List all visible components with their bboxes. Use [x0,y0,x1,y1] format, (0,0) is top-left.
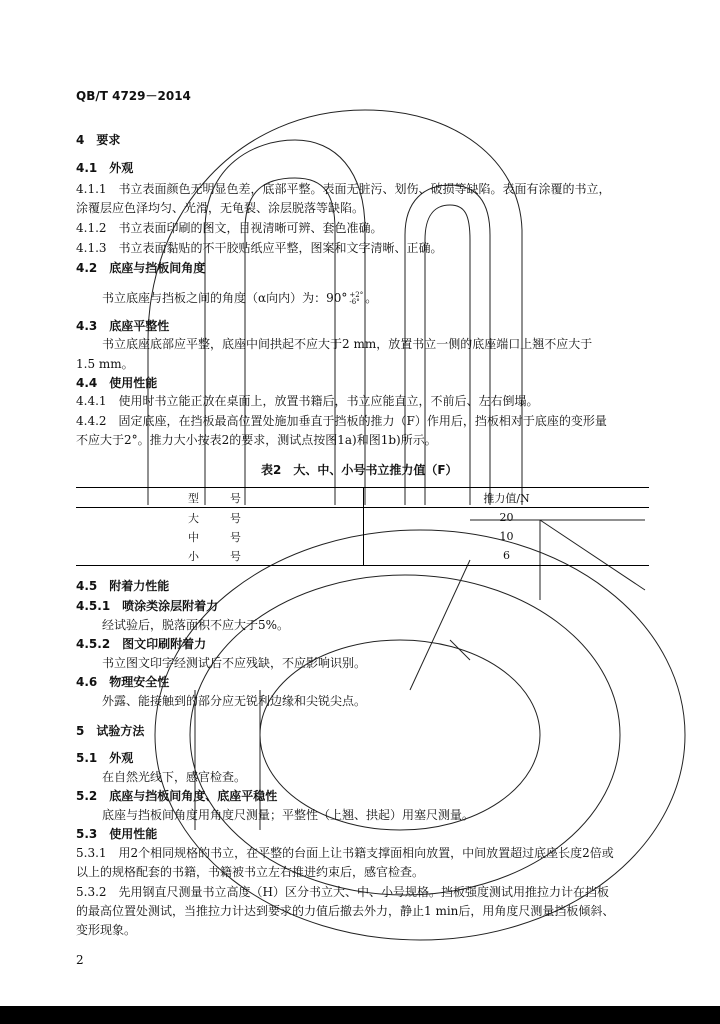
table-row [76,508,649,528]
angle-text: 书立底座与挡板之间的角度（α向内）为：90° [102,291,348,305]
cell-type: 大 号 [76,508,364,528]
para-4-5-1: 经试验后，脱落面积不应大于5%。 [102,618,290,632]
para-4-2 [102,290,377,306]
para-4-4-2-line1: 4.4.2 固定底座，在挡板最高位置处施加垂直于挡板的推力（F）作用后，挡板相对于底座的变形量 [76,414,607,428]
para-5-1: 在自然光线下，感官检查。 [102,770,247,784]
section-5-heading: 5 试验方法 [76,724,145,738]
section-4-heading: 4 要求 [76,133,121,147]
tolerance-upper: +2° [349,290,364,299]
section-4-5-heading: 4.5 附着力性能 [76,579,170,593]
section-4-1-heading: 4.1 外观 [76,161,134,175]
para-5-3-1-line2: 以上的规格配套的书籍，书籍被书立左右推进约束后，感官检查。 [76,865,425,879]
para-5-3-2-line2: 的最高位置处测试，当推拉力计达到要求的力值后撤去外力，静止1 min后，用角度尺测量挡板倾斜、 [76,904,615,918]
section-5-3-heading: 5.3 使用性能 [76,827,158,841]
table-row [76,527,649,546]
page-number: 2 [76,953,84,967]
cell-type: 小 号 [76,546,364,566]
section-5-1-heading: 5.1 外观 [76,751,134,765]
para-5-3-2-line1: 5.3.2 先用钢直尺测量书立高度（H）区分书立大、中、小号规格。挡板强度测试用推拉力计在挡板 [76,885,610,899]
para-4-6: 外露、能接触到的部分应无锐利边缘和尖锐尖点。 [102,694,367,708]
para-5-3-1-line1: 5.3.1 用2个相同规格的书立，在平整的台面上让书籍支撑面相向放置，中间放置超过底座长度2倍或 [76,846,614,860]
para-4-3-line2: 1.5 mm。 [76,357,134,371]
header-type: 型 号 [76,488,364,508]
para-4-1-3: 4.1.3 书立表面黏贴的不干胶贴纸应平整，图案和文字清晰、正确。 [76,241,443,255]
para-5-2: 底座与挡板间角度用角度尺测量；平整性（上翘、拱起）用塞尺测量。 [102,808,475,822]
section-4-4-heading: 4.4 使用性能 [76,376,158,390]
angle-text-end: 。 [365,291,378,305]
para-4-1-1-line1: 4.1.1 书立表面颜色无明显色差，底部平整。表面无脏污、划伤、破损等缺陷。表面有涂覆的书立， [76,182,611,196]
thrust-value-table [76,487,649,566]
para-4-4-2-line2: 不应大于2°。推力大小按表2的要求，测试点按图1a)和图1b)所示。 [76,433,437,447]
cell-value: 6 [364,546,650,566]
table-header-row [76,488,649,508]
para-4-1-2: 4.1.2 书立表面印刷的图文，目视清晰可辨、套色准确。 [76,221,383,235]
cell-type: 中 号 [76,527,364,546]
para-4-5-2: 书立图文印字经测试后不应残缺，不应影响识别。 [102,656,367,670]
table-2-caption: 表2 大、中、小号书立推力值（F） [261,463,458,477]
section-4-5-1-heading: 4.5.1 喷涂类涂层附着力 [76,599,219,613]
section-5-2-heading: 5.2 底座与挡板间角度、底座平稳性 [76,789,278,803]
para-4-4-1: 4.4.1 使用时书立能正放在桌面上，放置书籍后，书立应能直立，不前后、左右倒塌。 [76,394,539,408]
section-4-6-heading: 4.6 物理安全性 [76,675,170,689]
scan-bottom-edge [0,1006,720,1024]
para-4-3-line1: 书立底座底部应平整，底座中间拱起不应大于2 mm，放置书立一侧的底座端口上翘不应大于 [102,337,593,351]
para-5-3-2-line3: 变形现象。 [76,923,137,937]
table-row [76,546,649,566]
section-4-5-2-heading: 4.5.2 图文印刷附着力 [76,637,207,651]
header-thrust: 推力值/N [364,488,650,508]
cell-value: 20 [499,511,514,524]
para-4-1-1-line2: 涂覆层应色泽均匀、光滑，无龟裂、涂层脱落等缺陷。 [76,201,365,215]
cell-value: 10 [499,530,514,543]
section-4-3-heading: 4.3 底座平整性 [76,319,170,333]
document-code: QB/T 4729－2014 [76,89,191,103]
tolerance-lower: -6° [349,297,360,306]
section-4-2-heading: 4.2 底座与挡板间角度 [76,261,206,275]
